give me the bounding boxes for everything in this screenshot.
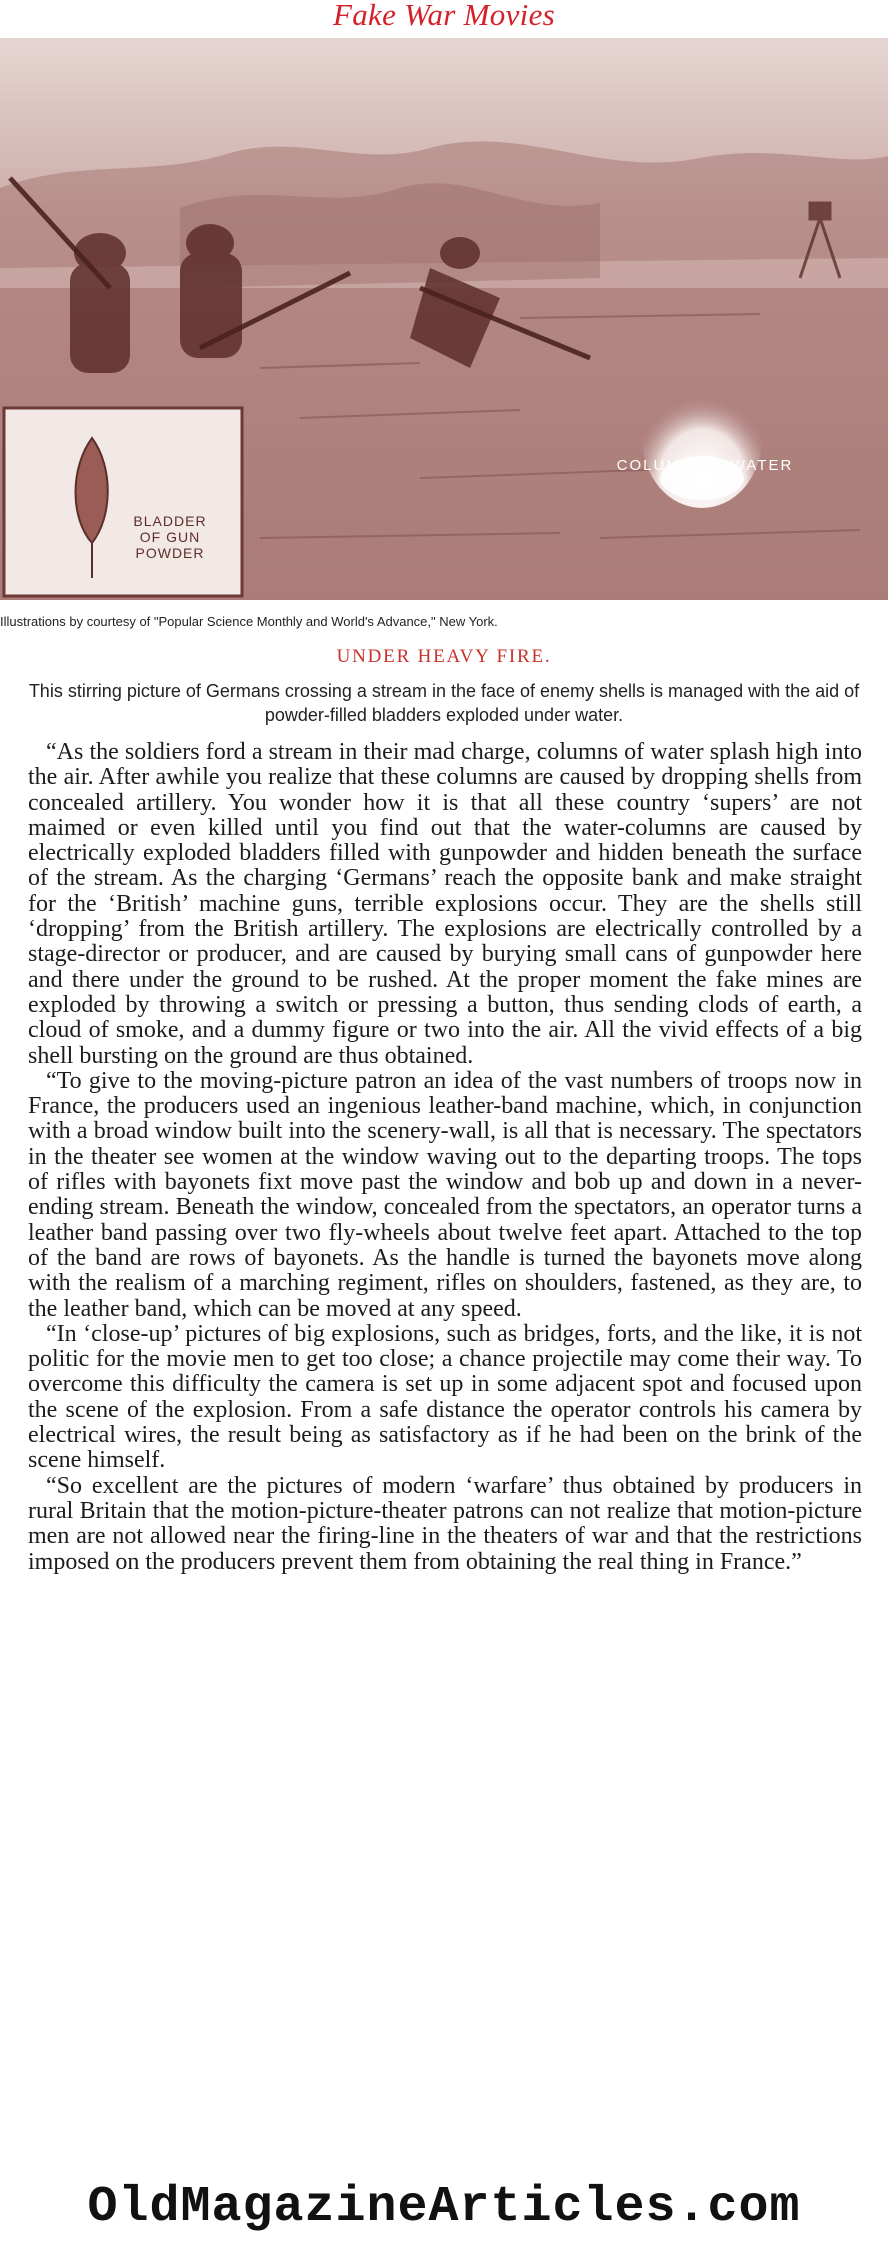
caption-body: This stirring picture of Germans crossing a stream in the face of enemy shells is managed with the aid of powder-filled bladders exploded under water. [28, 681, 860, 725]
illustration-credit: Illustrations by courtesy of "Popular Science Monthly and World's Advance," New York. [0, 614, 498, 629]
column-of-water-label: COLUMN OF WATER [616, 457, 794, 474]
article-paragraph: “To give to the moving-picture patron an idea of the vast numbers of troops now in France, the producers used an ingenious leather-band machine, which, in conjunction with a broad window built into the scenery-wall, is all that is necessary. The spectators in the theater see women at the window waving out to the departing troops. The tops of rifles with bayonets fixt move past the window and bob up and down in a never-ending stream. Beneath the window, concealed from the spectators, an operator turns a leather band passing over two fly-wheels about twelve feet apart. Attached to the top of the band are rows of bayonets. As the handle is turned the bayonets move along with the realism of a marching regiment, rifles on shoulders, fastened, as they are, to the leather band, which can be moved at any speed. [28, 1067, 862, 1322]
article-paragraph: “As the soldiers ford a stream in their mad charge, columns of water splash high into the air. After awhile you realize that these columns are caused by dropping shells from concealed artillery. You wonder how it is that all these country ‘supers’ are not maimed or even killed until you find out that the water-columns are caused by electrically exploded bladders filled with gunpowder and hidden beneath the surface of the stream. As the charging ‘Germans’ reach the opposite bank and make straight for the ‘British’ machine guns, terrible explosions occur. They are the shells still ‘dropping’ from the British artillery. The explosions are electrically controlled by a stage-director or producer, and are caused by burying small cans of gunpowder here and there under the ground to be rushed. At the proper moment the fake mines are exploded by throwing a switch or pressing a button, thus sending clods of earth, a cloud of smoke, and a dummy figure or two into the air. All the vivid effects of a big shell bursting on the ground are thus obtained. [28, 739, 862, 1069]
bladder-label-line2: OF GUN [139, 529, 201, 545]
page-title: Fake War Movies [332, 0, 555, 32]
site-watermark: OldMagazineArticles.com [87, 2179, 801, 2236]
caption-title: UNDER HEAVY FIRE. [336, 646, 552, 667]
war-photo-illustration [0, 38, 888, 600]
bladder-label-line1: BLADDER [133, 513, 207, 529]
article-paragraph: “In ‘close-up’ pictures of big explosions, such as bridges, forts, and the like, it is not politic for the movie men to get too close; a chance projectile may come their way. To overcome this difficulty the camera is set up in some adjacent spot and focused upon the scene of the explosion. From a safe distance the operator controls his camera by electrical wires, the result being as satisfactory as if he had been on the brink of the scene himself. [28, 1320, 862, 1474]
bladder-label-line3: POWDER [135, 545, 205, 561]
article-body [28, 740, 862, 1575]
article-paragraph: “So excellent are the pictures of modern ‘warfare’ thus obtained by producers in rural Britain that the motion-picture-theater patrons can not realize that motion-picture men are not allowed near the firing-line in the theaters of war and that the restrictions imposed on the producers prevent them from obtaining the real thing in France.” [28, 1472, 862, 1575]
